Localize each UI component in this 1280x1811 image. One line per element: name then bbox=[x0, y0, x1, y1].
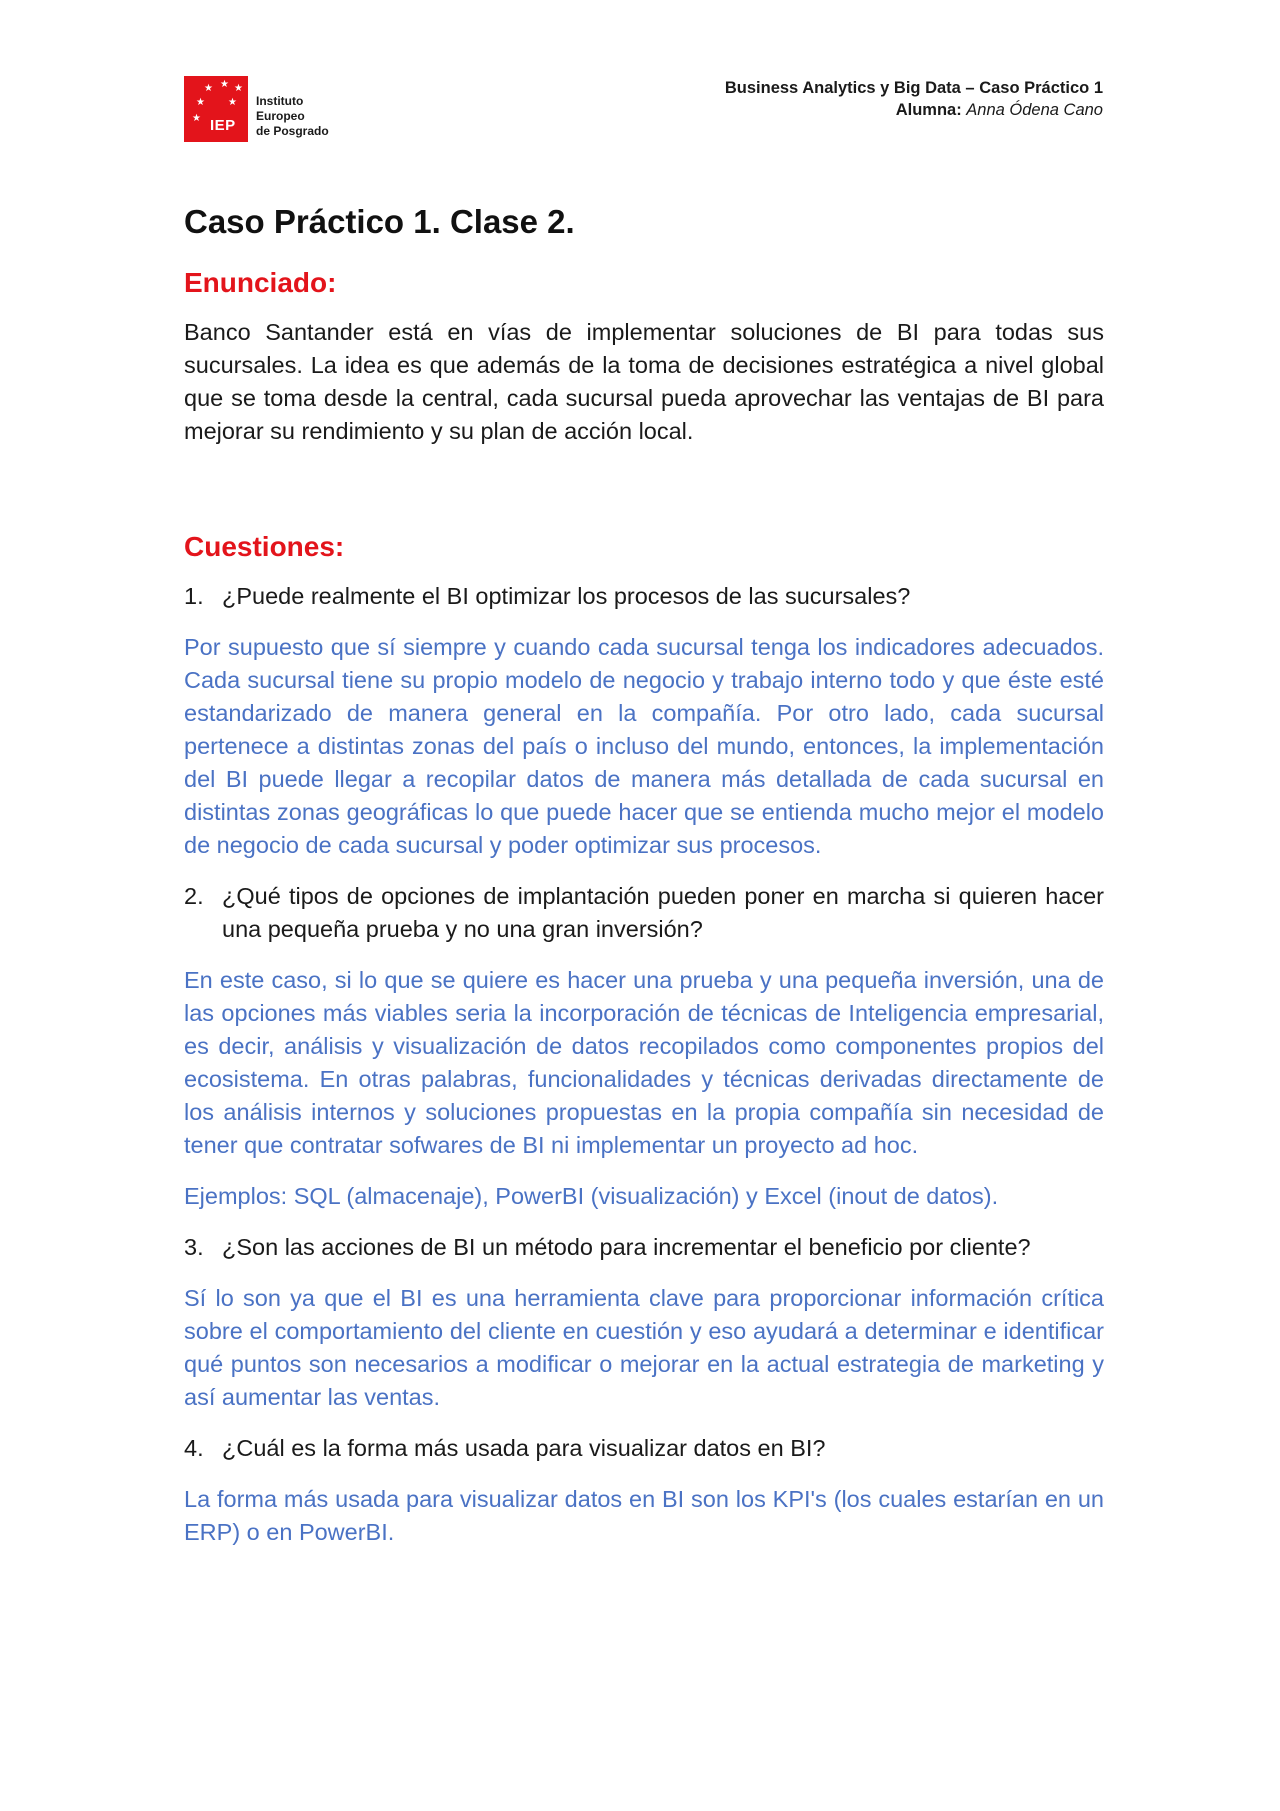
question-item-3 bbox=[184, 1231, 1104, 1414]
question-text: ¿Son las acciones de BI un método para incrementar el beneficio por cliente? bbox=[222, 1234, 1031, 1260]
logo-line-2: Europeo bbox=[256, 108, 305, 123]
star-icon: ★ bbox=[192, 113, 201, 124]
question-number: 1. bbox=[184, 583, 204, 609]
logo-badge bbox=[184, 76, 248, 142]
question-text: ¿Puede realmente el BI optimizar los procesos de las sucursales? bbox=[222, 583, 911, 609]
question-item-2 bbox=[184, 880, 1104, 1213]
logo-line-1: Instituto bbox=[256, 93, 304, 108]
question-3 bbox=[184, 1231, 1104, 1264]
logo-line-3: de Posgrado bbox=[256, 123, 329, 138]
student-line bbox=[725, 99, 1103, 121]
document-body bbox=[184, 200, 1104, 1567]
question-number: 3. bbox=[184, 1234, 204, 1260]
star-icon: ★ bbox=[234, 83, 243, 94]
statement-text: Banco Santander está en vías de implementar soluciones de BI para todas sus sucursales. La idea es que además de la toma de decisiones estratégica a nivel global que se toma desde la central, cada sucursal pueda aprovechar las ventajas de BI para mejorar su rendimiento y su plan de acción local. bbox=[184, 319, 1104, 444]
question-4 bbox=[184, 1432, 1104, 1465]
institute-logo bbox=[184, 76, 329, 142]
course-title: Business Analytics y Big Data – Caso Práctico 1 bbox=[724, 79, 1103, 97]
logo-badge-text: IEP bbox=[210, 117, 236, 134]
answer-3: Sí lo son ya que el BI es una herramienta clave para proporcionar información crítica sobre el comportamiento del cliente en cuestión y eso ayudará a determinar e identificar qué puntos son necesarios a modificar o mejorar en la actual estrategia de marketing y así aumentar las ventas. bbox=[184, 1285, 1104, 1410]
question-number: 4. bbox=[184, 1435, 204, 1461]
question-1 bbox=[184, 580, 1104, 613]
student-name: Anna Ódena Cano bbox=[966, 101, 1103, 119]
student-label: Alumna: bbox=[895, 101, 962, 119]
answer-2-examples: Ejemplos: SQL (almacenaje), PowerBI (visualización) y Excel (inout de datos). bbox=[184, 1183, 999, 1209]
statement-heading: Enunciado: bbox=[184, 267, 337, 298]
star-icon: ★ bbox=[196, 97, 205, 108]
question-text: ¿Cuál es la forma más usada para visualizar datos en BI? bbox=[222, 1435, 826, 1461]
page-header bbox=[725, 77, 1103, 121]
questions-heading: Cuestiones: bbox=[184, 531, 345, 562]
question-item-4 bbox=[184, 1432, 1104, 1549]
answer-2: En este caso, si lo que se quiere es hacer una prueba y una pequeña inversión, una de las opciones más viables seria la incorporación de técnicas de Inteligencia empresarial, es decir, análisis y visualización de datos recopilados como componentes propios del ecosistema. En otras palabras, funcionalidades y técnicas derivadas directamente de los análisis internos y soluciones propuestas en la propia compañía sin necesidad de tener que contratar sofwares de BI ni implementar un proyecto ad hoc. bbox=[184, 967, 1104, 1158]
logo-wordmark bbox=[256, 94, 329, 139]
star-icon: ★ bbox=[228, 97, 237, 108]
star-icon: ★ bbox=[220, 79, 229, 90]
question-number: 2. bbox=[184, 883, 204, 909]
question-2 bbox=[184, 880, 1104, 946]
question-text: ¿Qué tipos de opciones de implantación pueden poner en marcha si quieren hacer una pequeña prueba y no una gran inversión? bbox=[222, 883, 1104, 942]
star-icon: ★ bbox=[204, 83, 213, 94]
question-item-1 bbox=[184, 580, 1104, 862]
answer-1: Por supuesto que sí siempre y cuando cada sucursal tenga los indicadores adecuados. Cada sucursal tiene su propio modelo de negocio y trabajo interno todo y que éste esté estandarizado de manera general en la compañía. Por otro lado, cada sucursal pertenece a distintas zonas del país o incluso del mundo, entonces, la implementación del BI puede llegar a recopilar datos de manera más detallada de cada sucursal en distintas zonas geográficas lo que puede hacer que se entienda mucho mejor el modelo de negocio de cada sucursal y poder optimizar sus procesos. bbox=[184, 634, 1104, 858]
document-title: Caso Práctico 1. Clase 2. bbox=[184, 203, 575, 240]
answer-4: La forma más usada para visualizar datos en BI son los KPI's (los cuales estarían en un ERP) o en PowerBI. bbox=[184, 1486, 1104, 1545]
